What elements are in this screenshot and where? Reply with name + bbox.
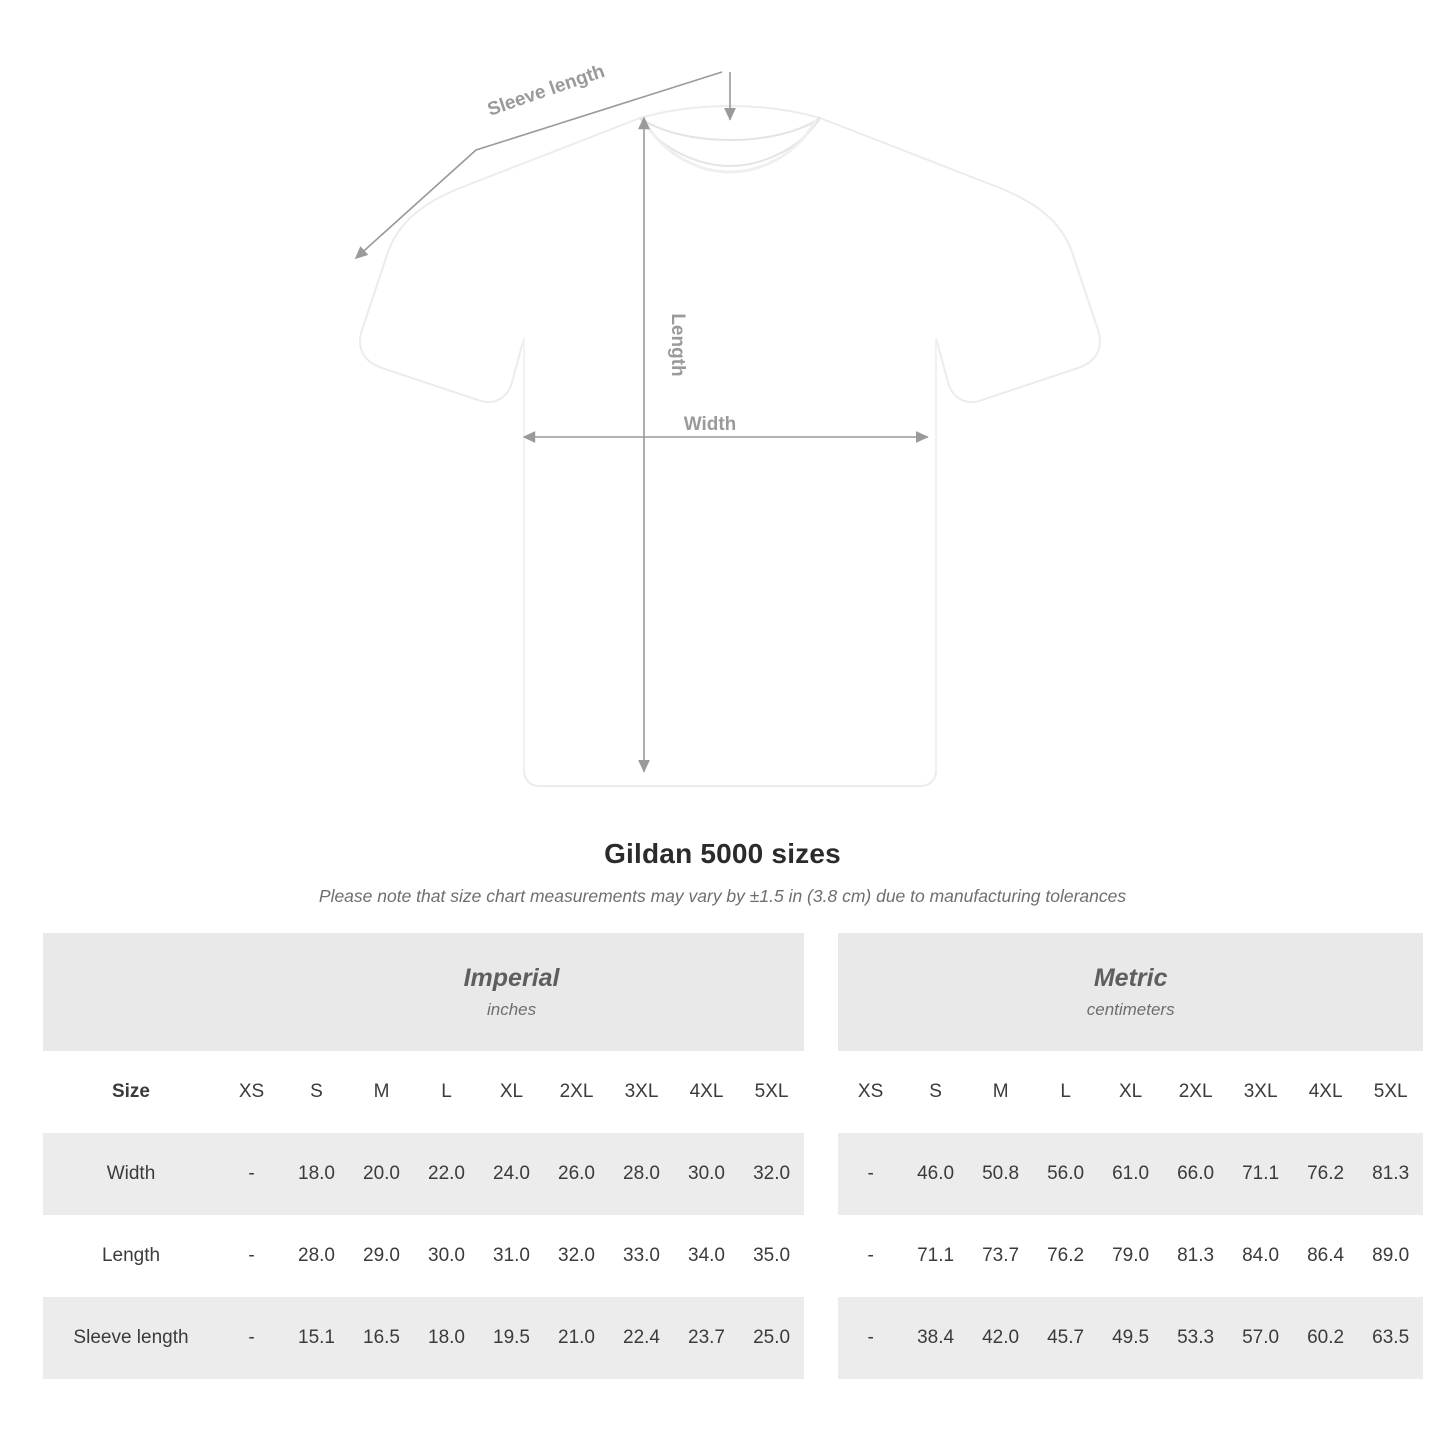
size-header-metric-xs: XS: [838, 1051, 903, 1133]
size-header-imperial-5xl: 5XL: [739, 1051, 804, 1133]
sleeve-metric-xs: -: [838, 1297, 903, 1379]
width-metric-5xl: 81.3: [1358, 1133, 1423, 1215]
length-metric-5xl: 89.0: [1358, 1215, 1423, 1297]
size-header-metric-2xl: 2XL: [1163, 1051, 1228, 1133]
size-header-metric-4xl: 4XL: [1293, 1051, 1358, 1133]
length-imperial-3xl: 33.0: [609, 1215, 674, 1297]
sleeve-length-label: Sleeve length: [484, 60, 608, 121]
width-imperial-4xl: 30.0: [674, 1133, 739, 1215]
unit-metric-cell: [838, 933, 1423, 1051]
sleeve-metric-4xl: 60.2: [1293, 1297, 1358, 1379]
sleeve-metric-m: 42.0: [968, 1297, 1033, 1379]
sleeve-imperial-5xl: 25.0: [739, 1297, 804, 1379]
unit-imperial-sub: inches: [486, 1000, 537, 1020]
sleeve-metric-xl: 49.5: [1098, 1297, 1163, 1379]
size-header-imperial-xs: XS: [219, 1051, 284, 1133]
length-metric-4xl: 86.4: [1293, 1215, 1358, 1297]
width-imperial-l: 22.0: [414, 1133, 479, 1215]
width-metric-2xl: 66.0: [1163, 1133, 1228, 1215]
unit-metric-sub: centimeters: [1086, 1000, 1175, 1020]
length-imperial-xl: 31.0: [479, 1215, 544, 1297]
size-header-imperial-3xl: 3XL: [609, 1051, 674, 1133]
size-header-metric-xl: XL: [1098, 1051, 1163, 1133]
row-label-sleeve-length: Sleeve length: [43, 1297, 219, 1379]
length-imperial-l: 30.0: [414, 1215, 479, 1297]
tshirt-illustration: [360, 106, 1100, 786]
length-imperial-5xl: 35.0: [739, 1215, 804, 1297]
length-metric-xs: -: [838, 1215, 903, 1297]
unit-gap: [804, 933, 838, 1051]
sleeve-metric-s: 38.4: [903, 1297, 968, 1379]
size-header-gap: [804, 1051, 838, 1133]
size-header-imperial-m: M: [349, 1051, 414, 1133]
width-gap: [804, 1133, 838, 1215]
sleeve-imperial-s: 15.1: [284, 1297, 349, 1379]
unit-header-row: [43, 933, 1423, 1051]
width-metric-xs: -: [838, 1133, 903, 1215]
length-imperial-2xl: 32.0: [544, 1215, 609, 1297]
width-metric-s: 46.0: [903, 1133, 968, 1215]
size-header-imperial-xl: XL: [479, 1051, 544, 1133]
width-metric-l: 56.0: [1033, 1133, 1098, 1215]
width-imperial-m: 20.0: [349, 1133, 414, 1215]
length-metric-xl: 79.0: [1098, 1215, 1163, 1297]
size-header-row: [43, 1051, 1423, 1133]
sleeve-imperial-l: 18.0: [414, 1297, 479, 1379]
size-header-metric-l: L: [1033, 1051, 1098, 1133]
page-title: Gildan 5000 sizes: [604, 838, 841, 869]
length-metric-2xl: 81.3: [1163, 1215, 1228, 1297]
unit-metric-name: Metric: [1093, 963, 1168, 992]
width-metric-3xl: 71.1: [1228, 1133, 1293, 1215]
size-header-metric-3xl: 3XL: [1228, 1051, 1293, 1133]
title-block: [0, 838, 1445, 907]
sleeve-metric-3xl: 57.0: [1228, 1297, 1293, 1379]
table-row: [43, 1133, 1423, 1215]
length-metric-m: 73.7: [968, 1215, 1033, 1297]
sleeve-metric-2xl: 53.3: [1163, 1297, 1228, 1379]
width-imperial-3xl: 28.0: [609, 1133, 674, 1215]
length-imperial-xs: -: [219, 1215, 284, 1297]
size-header-imperial-2xl: 2XL: [544, 1051, 609, 1133]
width-imperial-2xl: 26.0: [544, 1133, 609, 1215]
size-table-wrapper: [0, 933, 1445, 1379]
length-metric-l: 76.2: [1033, 1215, 1098, 1297]
table-row: [43, 1297, 1423, 1379]
width-metric-4xl: 76.2: [1293, 1133, 1358, 1215]
length-gap: [804, 1215, 838, 1297]
width-metric-xl: 61.0: [1098, 1133, 1163, 1215]
width-imperial-xl: 24.0: [479, 1133, 544, 1215]
row-label-width: Width: [43, 1133, 219, 1215]
width-imperial-s: 18.0: [284, 1133, 349, 1215]
sleeve-imperial-xs: -: [219, 1297, 284, 1379]
size-header-metric-5xl: 5XL: [1358, 1051, 1423, 1133]
size-header-imperial-l: L: [414, 1051, 479, 1133]
unit-imperial-name: Imperial: [463, 963, 560, 992]
size-label-cell: Size: [43, 1051, 219, 1133]
sleeve-metric-l: 45.7: [1033, 1297, 1098, 1379]
length-metric-s: 71.1: [903, 1215, 968, 1297]
sleeve-gap: [804, 1297, 838, 1379]
size-header-imperial-4xl: 4XL: [674, 1051, 739, 1133]
table-row: [43, 1215, 1423, 1297]
sleeve-metric-5xl: 63.5: [1358, 1297, 1423, 1379]
length-metric-3xl: 84.0: [1228, 1215, 1293, 1297]
unit-spacer-left: [43, 933, 219, 1051]
sleeve-imperial-4xl: 23.7: [674, 1297, 739, 1379]
size-header-metric-s: S: [903, 1051, 968, 1133]
sleeve-imperial-m: 16.5: [349, 1297, 414, 1379]
measurement-tolerance-note: Please note that size chart measurements may vary by ±1.5 in (3.8 cm) due to manufacturing tolerances: [318, 886, 1127, 906]
length-imperial-m: 29.0: [349, 1215, 414, 1297]
length-imperial-s: 28.0: [284, 1215, 349, 1297]
length-imperial-4xl: 34.0: [674, 1215, 739, 1297]
width-imperial-5xl: 32.0: [739, 1133, 804, 1215]
unit-imperial-cell: [219, 933, 804, 1051]
width-imperial-xs: -: [219, 1133, 284, 1215]
row-label-length: Length: [43, 1215, 219, 1297]
size-header-imperial-s: S: [284, 1051, 349, 1133]
length-label: Length: [667, 313, 688, 377]
width-label: Width: [683, 414, 737, 435]
width-metric-m: 50.8: [968, 1133, 1033, 1215]
size-header-metric-m: M: [968, 1051, 1033, 1133]
sleeve-imperial-xl: 19.5: [479, 1297, 544, 1379]
size-table: [43, 933, 1423, 1379]
sleeve-imperial-2xl: 21.0: [544, 1297, 609, 1379]
sleeve-imperial-3xl: 22.4: [609, 1297, 674, 1379]
